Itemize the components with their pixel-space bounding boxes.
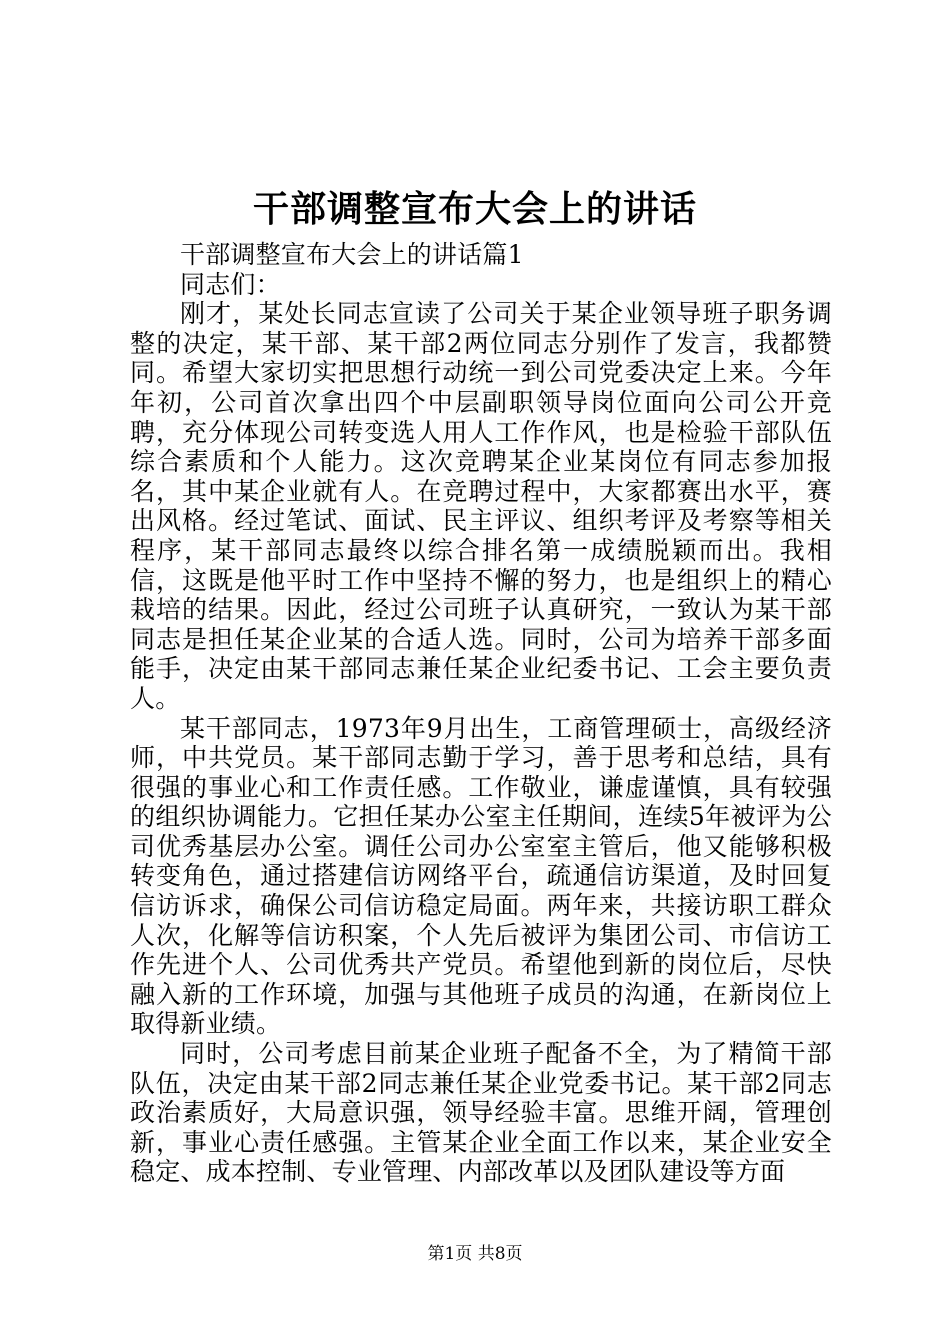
document-body — [130, 240, 832, 1187]
paragraph: 刚才，某处长同志宣读了公司关于某企业领导班子职务调整的决定，某干部、某干部2两位同志分别作了发言，我都赞同。希望大家切实把思想行动统一到公司党委决定上来。今年年初，公司首次拿出四个中层副职领导岗位面向公司公开竞聘，充分体现公司转变选人用人工作作风，也是检验干部队伍综合素质和个人能力。这次竞聘某企业某岗位有同志参加报名，其中某企业就有人。在竞聘过程中，大家都赛出水平，赛出风格。经过笔试、面试、民主评议、组织考评及考察等相关程序，某干部同志最终以综合排名第一成绩脱颖而出。我相信，这既是他平时工作中坚持不懈的努力，也是组织上的精心栽培的结果。因此，经过公司班子认真研究，一致认为某干部同志是担任某企业某的合适人选。同时，公司为培养干部多面能手，决定由某干部同志兼任某企业纪委书记、工会主要负责人。 — [130, 299, 832, 713]
paragraph: 同时，公司考虑目前某企业班子配备不全，为了精简干部队伍，决定由某干部2同志兼任某企业党委书记。某干部2同志政治素质好，大局意识强，领导经验丰富。思维开阔，管理创新，事业心责任感强。主管某企业全面工作以来，某企业安全稳定、成本控制、专业管理、内部改革以及团队建设等方面 — [130, 1039, 832, 1187]
document-title: 干部调整宣布大会上的讲话 — [252, 188, 697, 230]
page-footer: 第1页 共8页 — [427, 1244, 523, 1264]
section-heading: 干部调整宣布大会上的讲话篇1 — [180, 240, 524, 269]
salutation: 同志们： — [180, 269, 281, 299]
paragraph: 某干部同志，1973年9月出生，工商管理硕士，高级经济师，中共党员。某干部同志勤于学习，善于思考和总结，具有很强的事业心和工作责任感。工作敬业，谦虚谨慎，具有较强的组织协调能力。它担任某办公室主任期间，连续5年被评为公司优秀基层办公室。调任公司办公室室主管后，他又能够积极转变角色，通过搭建信访网络平台，疏通信访渠道，及时回复信访诉求，确保公司信访稳定局面。两年来，共接访职工群众人次，化解等信访积案，个人先后被评为集团公司、市信访工作先进个人、公司优秀共产党员。希望他到新的岗位后，尽快融入新的工作环境，加强与其他班子成员的沟通，在新岗位上取得新业绩。 — [130, 713, 832, 1039]
